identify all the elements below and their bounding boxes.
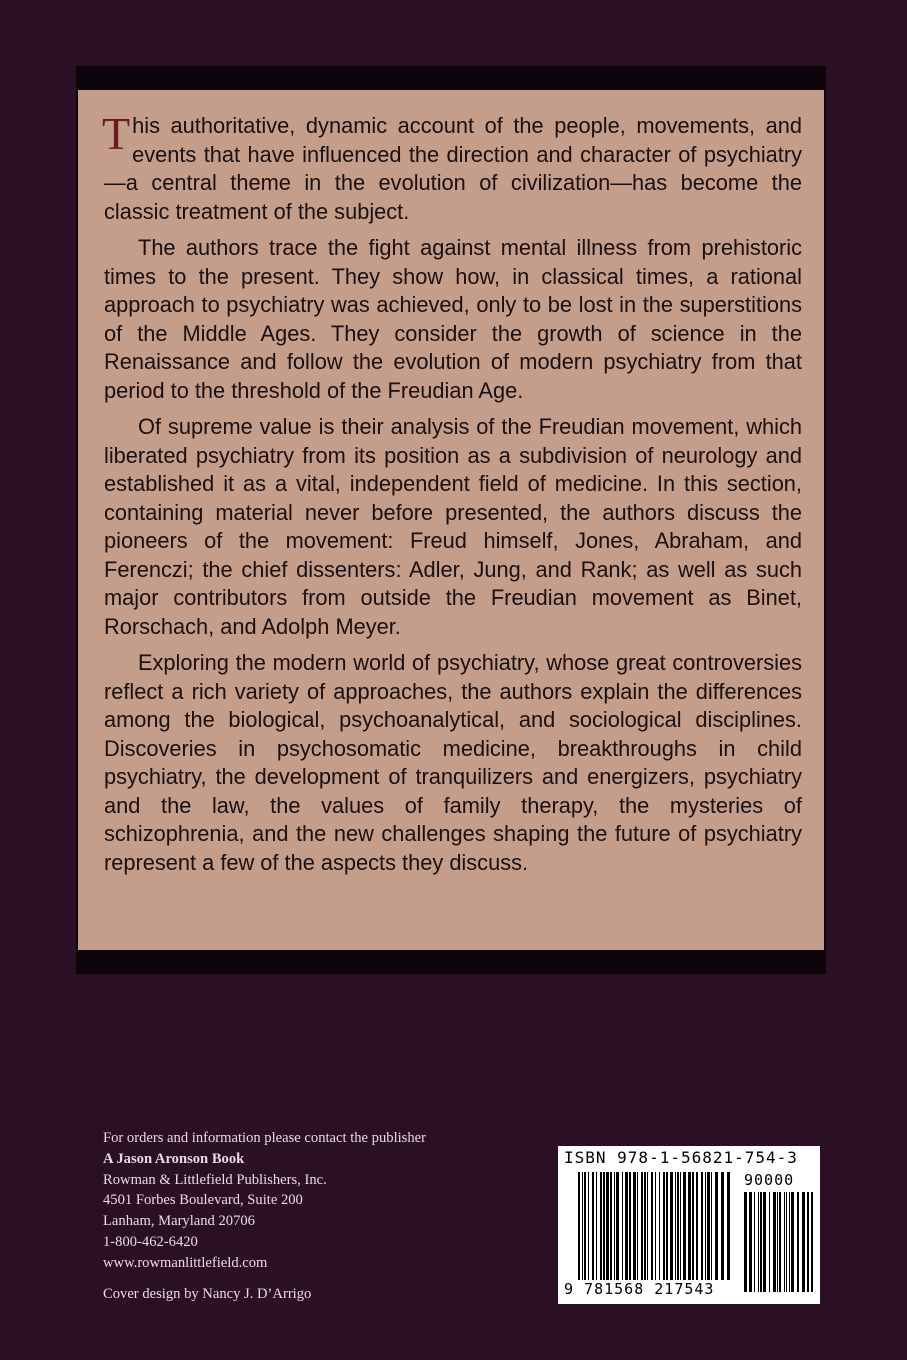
barcode-bar	[616, 1172, 619, 1280]
barcode-bar	[644, 1172, 646, 1280]
barcode-bar	[760, 1192, 762, 1292]
barcode-bar	[692, 1172, 694, 1280]
barcode-bar	[807, 1192, 809, 1292]
barcode-bar	[655, 1172, 656, 1280]
publisher-imprint	[103, 1128, 533, 1274]
barcode-bar	[637, 1172, 638, 1280]
barcode-bar	[779, 1192, 781, 1292]
barcode-bar	[711, 1172, 712, 1280]
barcode-bar	[749, 1192, 752, 1292]
barcode-bar	[677, 1172, 679, 1280]
barcode-bar	[622, 1172, 623, 1280]
barcode-bar	[773, 1192, 776, 1292]
barcode-bar	[629, 1172, 631, 1280]
barcode-bar	[688, 1172, 691, 1280]
barcode-bar	[705, 1172, 706, 1280]
barcode-bar	[791, 1192, 794, 1292]
ean-code: 9 781568 217543	[564, 1280, 715, 1298]
barcode-bar	[578, 1172, 580, 1280]
publisher-website: www.rowmanlittlefield.com	[103, 1254, 268, 1271]
barcode-bar	[600, 1172, 602, 1280]
barcode-bar	[603, 1172, 605, 1280]
barcode-bar	[675, 1172, 676, 1280]
barcode-bar	[758, 1192, 759, 1292]
barcode-bar	[610, 1172, 612, 1280]
barcode-bar	[784, 1192, 785, 1292]
paragraph-3: Of supreme value is their analysis of the Freudian movement, which liberated psychiatry from its position as a subdivision of neurology and established it as a vital, independent field of medicine. In this section, containing material never before presented, the authors discuss the pioneers of the movement: Freud himself, Jones, Abraham, and Ferenczi; the chief dissenters: Adler, Jung, and Rank; as well as such major contributors from outside the Freudian movement as Binet, Rorschach, and Adolph Meyer.	[104, 414, 802, 639]
ean-bars	[578, 1172, 730, 1280]
barcode-bar	[715, 1172, 718, 1280]
barcode-bar	[721, 1172, 724, 1280]
paragraph-2: The authors trace the fight against mental illness from prehistoric times to the present. They show how, in classical times, a rational approach to psychiatry was achieved, only to be lost in the superstitions of the Middle Ages. They consider the growth of science in the Renaissance and follow the evolution of modern psychiatry from that period to the threshold of the Freudian Age.	[104, 235, 802, 403]
barcode-bar	[769, 1192, 770, 1292]
barcode-bar	[641, 1172, 643, 1280]
publisher-city: Lanham, Maryland 20706	[103, 1213, 255, 1230]
barcode-bar	[802, 1192, 805, 1292]
barcode-bar	[625, 1172, 628, 1280]
barcode-bar	[744, 1192, 747, 1292]
publisher-street: 4501 Forbes Boulevard, Suite 200	[103, 1192, 303, 1209]
barcode-bar	[777, 1192, 778, 1292]
barcode-bar	[797, 1192, 799, 1292]
imprint-name: A Jason Aronson Book	[103, 1150, 245, 1167]
barcode-bar	[647, 1172, 648, 1280]
barcode-bar	[588, 1172, 589, 1280]
barcode-bar	[666, 1172, 668, 1280]
barcode-bar	[789, 1192, 790, 1292]
barcode-bar	[592, 1172, 594, 1280]
barcode-bar	[651, 1172, 653, 1280]
barcode-bar	[633, 1172, 636, 1280]
cover-credit: Cover design by Nancy J. D’Arrigo	[103, 1286, 312, 1302]
barcode-bar	[670, 1172, 673, 1280]
barcode-bar	[659, 1172, 660, 1280]
publisher-contact-line: For orders and information please contact the publisher	[103, 1130, 426, 1146]
barcode-bar	[811, 1192, 813, 1292]
barcode-bar	[683, 1172, 686, 1280]
barcode-bar	[701, 1172, 703, 1280]
barcode-bar	[584, 1172, 586, 1280]
barcode-bar	[663, 1172, 665, 1280]
paragraph-1-text: his authoritative, dynamic account of the people, movements, and events that have influenced the direction and character of psychiatry—a central theme in the evolution of civilization—has become the classic treatment of the subject.	[104, 113, 802, 224]
barcode-bar	[727, 1172, 730, 1280]
barcode-bar	[707, 1172, 710, 1280]
description-text	[102, 108, 802, 885]
description-panel	[78, 90, 824, 950]
publisher-phone: 1-800-462-6420	[103, 1233, 198, 1250]
barcode-bar	[680, 1172, 681, 1280]
isbn-number: ISBN 978-1-56821-754-3	[564, 1148, 798, 1167]
paragraph-4: Exploring the modern world of psychiatry, whose great controversies reflect a rich variety of approaches, the authors explain the differences among the biological, psychoanalytical, and sociological disciplines. Discoveries in psychosomatic medicine, breakthroughs in child psychiatry, the development of tranquilizers and energizers, psychiatry and the law, the values of family therapy, the mysteries of schizophrenia, and the new challenges shaping the future of psychiatry represent a few of the aspects they discuss.	[104, 650, 802, 875]
barcode-bar	[754, 1192, 755, 1292]
barcode-bar	[582, 1172, 583, 1280]
barcode-bar	[696, 1172, 698, 1280]
barcode-bar	[786, 1192, 787, 1292]
barcode-bar	[596, 1172, 597, 1280]
addon-bars	[744, 1192, 813, 1292]
barcode-bar	[606, 1172, 609, 1280]
dropcap: T	[102, 108, 131, 159]
publisher-name: Rowman & Littlefield Publishers, Inc.	[103, 1171, 327, 1188]
paragraph-1	[102, 108, 802, 226]
barcode-bar	[763, 1192, 766, 1292]
barcode-bar	[614, 1172, 615, 1280]
isbn-barcode	[558, 1146, 820, 1304]
addon-code: 90000	[744, 1171, 795, 1189]
